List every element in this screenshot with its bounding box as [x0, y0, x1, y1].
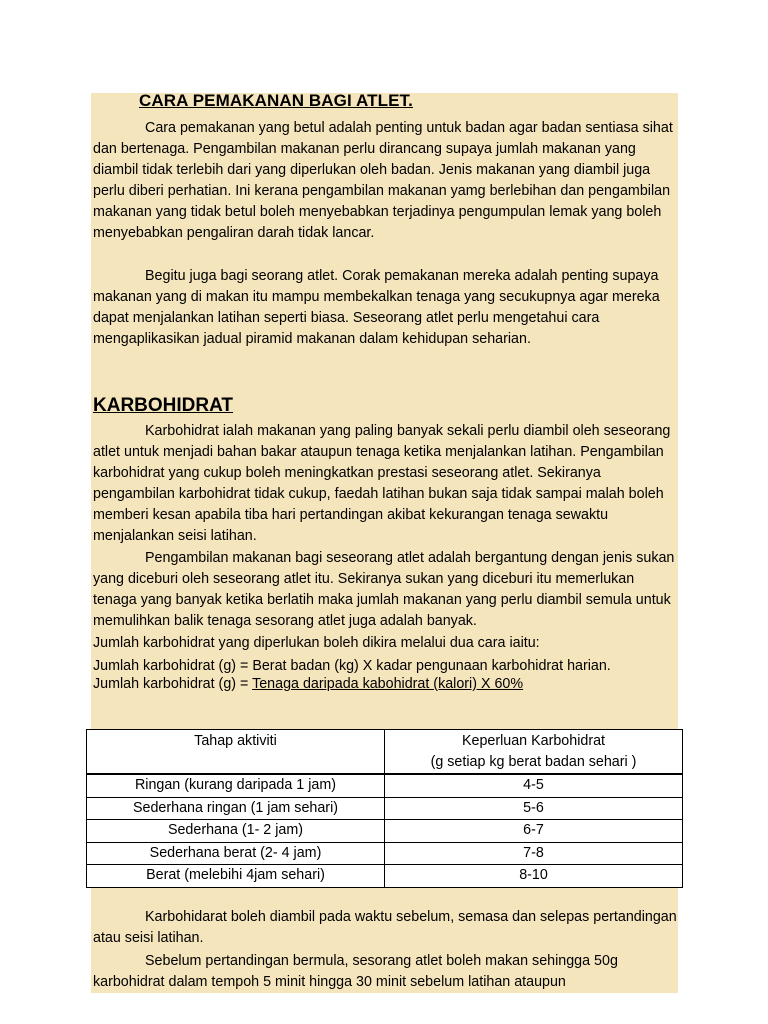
formula-2-prefix: Jumlah karbohidrat (g) = [93, 676, 253, 692]
karbohidrat-paragraph-2: Pengambilan makanan bagi seseorang atlet adalah bergantung dengan jenis sukan yang diceburi oleh seseorang atlet itu. Sekiranya sukan yang diceburi itu memerlukan tenaga yang banyak ketika berlatih maka jumlah makanan yang perlu diambil semula untuk memulihkan balik tenaga sesorang atlet juga adalah banyak. [93, 550, 675, 629]
formula-1: Jumlah karbohidrat (g) = Berat badan (kg) X kadar pengunaan karbohidrat harian. [93, 658, 611, 674]
after-table-paragraph-1: Karbohidarat boleh diambil pada waktu sebelum, semasa dan selepas pertandingan atau seisi latihan. [93, 909, 677, 946]
table-cell-need: 5-6 [385, 797, 683, 820]
table-row [87, 820, 683, 843]
table-cell-need: 6-7 [385, 820, 683, 843]
table-row [87, 865, 683, 888]
table-header-need-line2: (g setiap kg berat badan sehari ) [430, 754, 637, 770]
methods-intro: Jumlah karbohidrat yang diperlukan boleh dikira melalui dua cara iaitu: [93, 635, 540, 651]
section-heading-karbohidrat: KARBOHIDRAT [93, 395, 234, 416]
table-header-need-line1: Keperluan Karbohidrat [461, 733, 606, 749]
table-header-activity: Tahap aktiviti [87, 730, 385, 775]
table-row [87, 842, 683, 865]
formula-2 [93, 675, 523, 693]
table-row [87, 797, 683, 820]
carbohydrate-table [86, 729, 683, 888]
after-table-paragraph-2: Sebelum pertandingan bermula, sesorang atlet boleh makan sehingga 50g karbohidrat dalam tempoh 5 minit hingga 30 minit sebelum latihan ataupun [93, 953, 618, 990]
table-cell-activity: Sederhana (1- 2 jam) [87, 820, 385, 843]
table-cell-activity: Sederhana ringan (1 jam sehari) [87, 797, 385, 820]
table-cell-need: 7-8 [385, 842, 683, 865]
table-header-row [87, 730, 683, 775]
table-cell-activity: Ringan (kurang daripada 1 jam) [87, 774, 385, 797]
table-cell-need: 4-5 [385, 774, 683, 797]
table-cell-need: 8-10 [385, 865, 683, 888]
table-cell-activity: Berat (melebihi 4jam sehari) [87, 865, 385, 888]
karbohidrat-paragraph-1: Karbohidrat ialah makanan yang paling banyak sekali perlu diambil oleh seseorang atlet untuk menjadi bahan bakar ataupun tenaga ketika menjalankan latihan. Pengambilan karbohidrat yang cukup boleh meningkatkan prestasi seseorang atlet. Sekiranya pengambilan karbohidrat tidak cukup, faedah latihan bukan saja tidak sampai malah boleh memberi kesan apabila tiba hari pertandingan akibat kekurangan tenaga sewaktu menjalankan seisi latihan. [93, 423, 671, 544]
table-header-need [385, 730, 683, 775]
intro-paragraph-1: Cara pemakanan yang betul adalah penting untuk badan agar badan sentiasa sihat dan bertenaga. Pengambilan makanan perlu dirancang supaya jumlah makanan yang diambil tidak terlebih dari yang diperlukan oleh badan. Jenis makanan yang diambil juga perlu diberi perhatian. Ini kerana pengambilan makanan yamg berlebihan dan pengambilan makanan yang tidak betul boleh menyebabkan terjadinya pengumpulan lemak yang boleh menyebabkan pengaliran darah tidak lancar. [93, 120, 673, 241]
formula-2-underlined: Tenaga daripada kabohidrat (kalori) X 60% [252, 676, 524, 692]
table-cell-activity: Sederhana berat (2- 4 jam) [87, 842, 385, 865]
table-row [87, 774, 683, 797]
intro-paragraph-2: Begitu juga bagi seorang atlet. Corak pemakanan mereka adalah penting supaya makanan yang di makan itu mampu membekalkan tenaga yang secukupnya agar mereka dapat menjalankan latihan seperti biasa. Seseorang atlet perlu mengetahui cara mengaplikasikan jadual piramid makanan dalam kehidupan seharian. [93, 268, 660, 347]
page-title: CARA PEMAKANAN BAGI ATLET. [139, 91, 413, 110]
